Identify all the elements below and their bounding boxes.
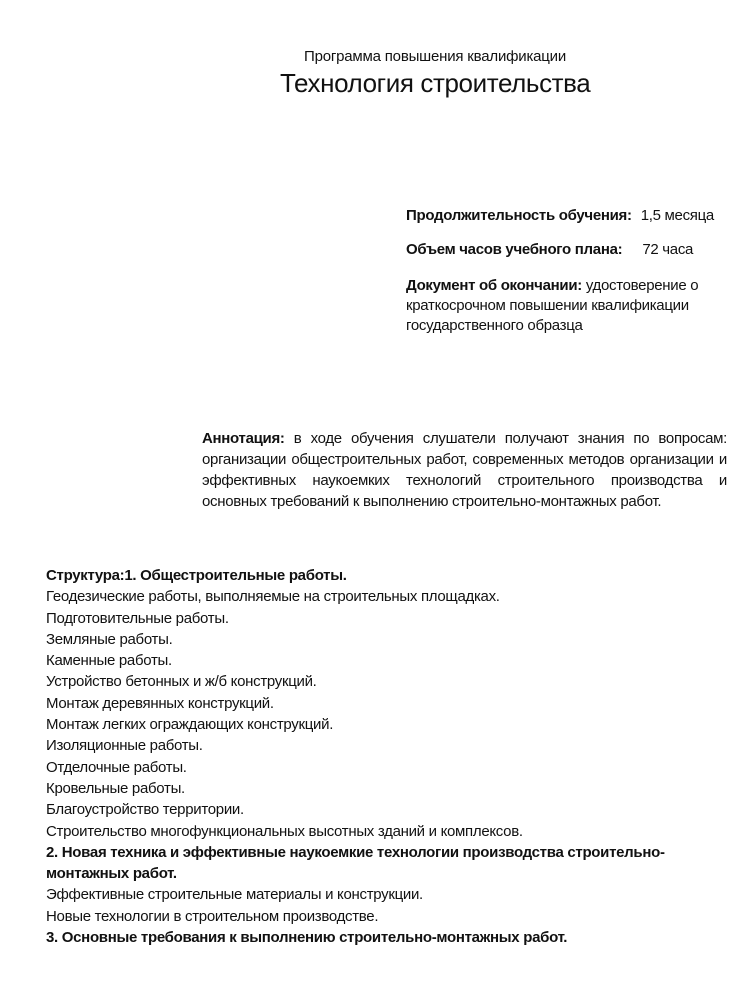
annotation (202, 428, 727, 512)
section1-title: 1. Общестроительные работы. (124, 567, 347, 584)
structure-heading (46, 565, 738, 586)
section3-title: 3. Основные требования к выполнению строительно-монтажных работ. (46, 929, 568, 947)
annotation-label: Аннотация: (202, 430, 285, 447)
hours-row (406, 241, 693, 258)
hours-value: 72 часа (642, 241, 694, 258)
document-row (406, 276, 731, 336)
structure-label: Структура: (46, 567, 125, 584)
list-item: Земляные работы. (46, 630, 173, 648)
list-item: Эффективные строительные материалы и конструкции. (46, 886, 423, 904)
document-label: Документ об окончании: (406, 277, 582, 294)
list-item: Отделочные работы. (46, 758, 187, 776)
list-item: Изоляционные работы. (46, 737, 203, 755)
duration-label: Продолжительность обучения: (406, 207, 632, 224)
annotation-text: в ходе обучения слушатели получают знания по вопросам: организации общестроительных работ, современных методов организации и эффективных наукоемких технологий строительного производства и основных требований к выполнению строительно-монтажных работ. (202, 430, 728, 510)
section2-title: 2. Новая техника и эффективные наукоемкие технологии производства строительно-монтажных работ. (46, 843, 665, 883)
list-item: Каменные работы. (46, 652, 172, 670)
program-type: Программа повышения квалификации (304, 48, 567, 65)
structure-section (46, 565, 738, 948)
page-title: Технология строительства (280, 68, 591, 98)
list-item: Устройство бетонных и ж/б конструкций. (46, 673, 317, 691)
list-item: Подготовительные работы. (46, 609, 229, 627)
list-item: Монтаж легких ограждающих конструкций. (46, 716, 334, 734)
list-item: Кровельные работы. (46, 779, 185, 797)
list-item: Монтаж деревянных конструкций. (46, 694, 274, 712)
duration-row (406, 207, 714, 224)
hours-label: Объем часов учебного плана: (406, 241, 623, 258)
list-item: Геодезические работы, выполняемые на строительных площадках. (46, 588, 500, 606)
duration-value: 1,5 месяца (640, 207, 714, 224)
list-item: Благоустройство территории. (46, 801, 244, 819)
document-value: удостоверение о краткосрочном повышении квалификации государственного образца (406, 277, 699, 334)
list-item: Новые технологии в строительном производстве. (46, 907, 379, 925)
list-item: Строительство многофункциональных высотных зданий и комплексов. (46, 822, 523, 840)
